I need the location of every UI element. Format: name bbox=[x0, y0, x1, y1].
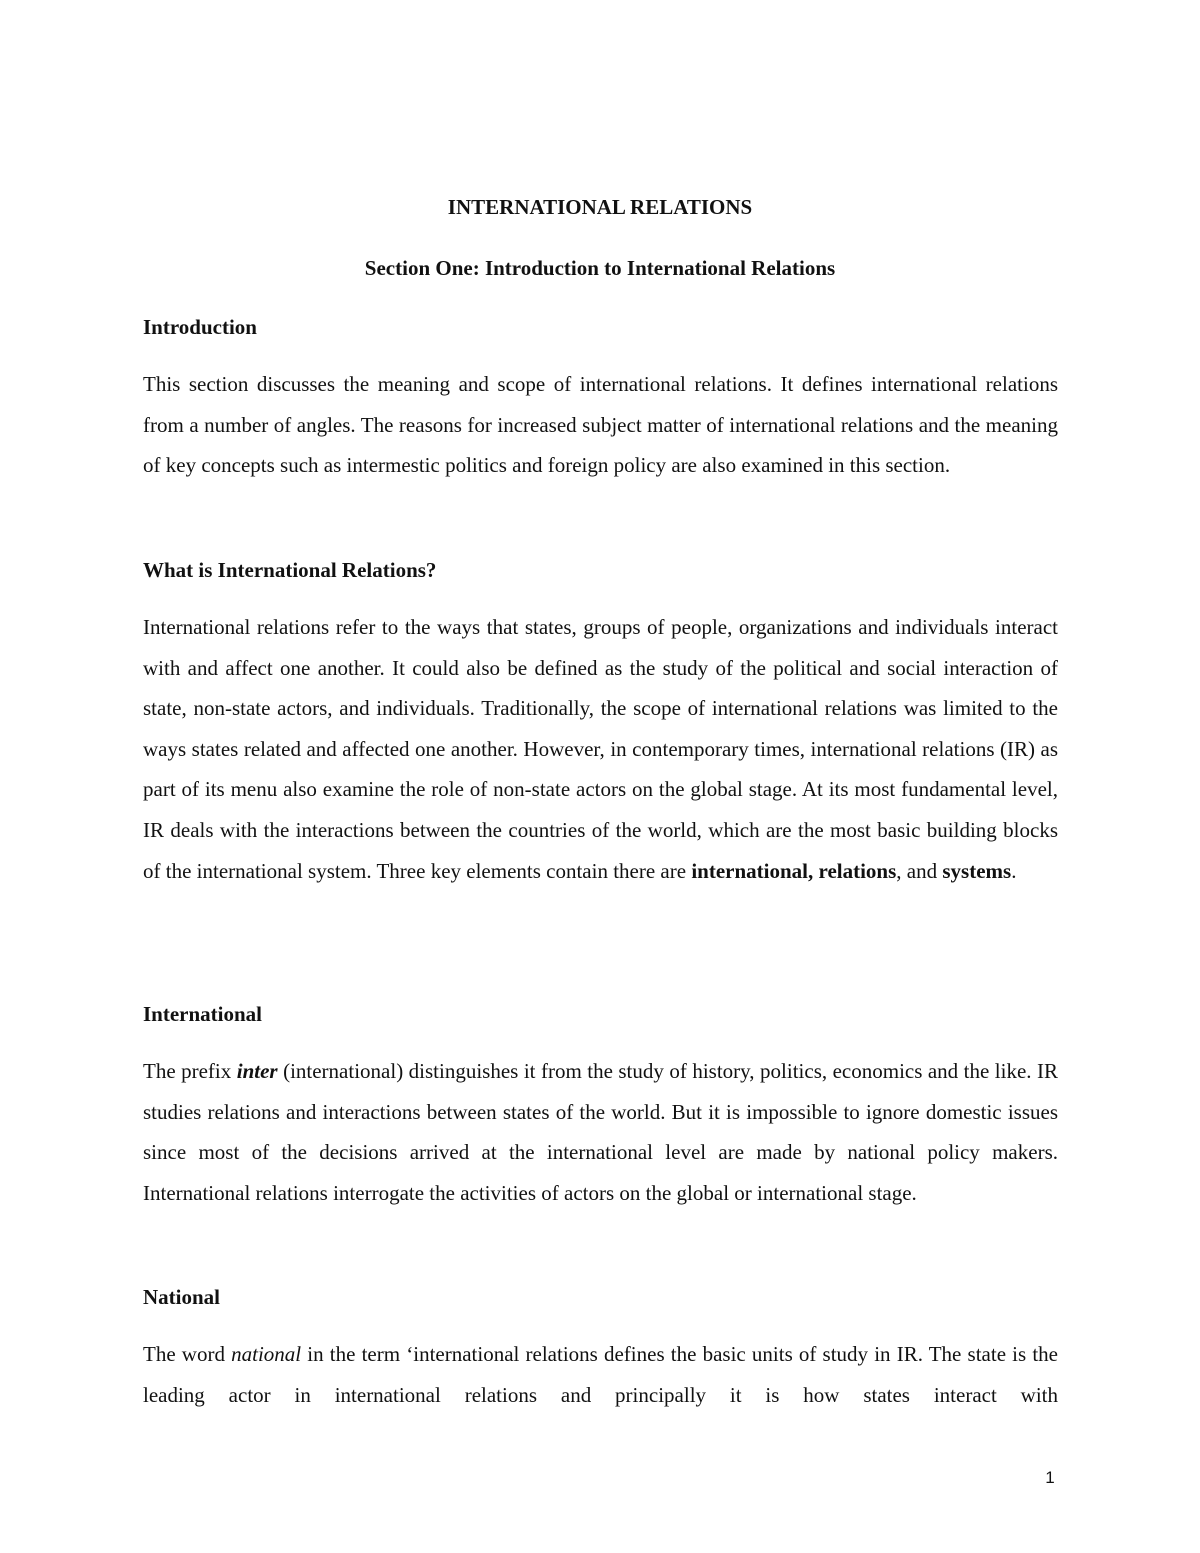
what-is-ir-paragraph bbox=[143, 607, 1058, 891]
national-text-post: in the term ‘international relations defines the basic units of study in IR. The state is the leading actor in international relations and principally it is how states interact with bbox=[143, 1342, 1058, 1407]
what-is-ir-end: . bbox=[1011, 858, 1017, 883]
national-heading: National bbox=[143, 1285, 221, 1309]
national-paragraph bbox=[143, 1334, 1058, 1415]
page-number: 1 bbox=[1045, 1468, 1055, 1487]
international-heading: International bbox=[143, 1002, 263, 1026]
what-is-ir-bold-systems: systems bbox=[942, 858, 1012, 883]
introduction-heading: Introduction bbox=[143, 315, 257, 339]
introduction-paragraph bbox=[143, 364, 1058, 486]
national-text-pre: The word bbox=[143, 1342, 225, 1366]
document-title: INTERNATIONAL RELATIONS bbox=[447, 195, 753, 219]
national-term: national bbox=[231, 1342, 302, 1366]
international-text-post: (international) distinguishes it from the study of history, politics, economics and the like. IR studies relations and interactions between states of the world. But it is impossible to ignore domestic issues since most of the decisions arrived at the international level are made by national policy makers. International relations interrogate the activities of actors on the global or international stage. bbox=[143, 1059, 1059, 1205]
what-is-ir-heading: What is International Relations? bbox=[143, 558, 437, 582]
what-is-ir-bold-terms: international, relations bbox=[691, 858, 897, 883]
section-title: Section One: Introduction to International Relations bbox=[364, 256, 836, 280]
what-is-ir-separator: , and bbox=[896, 858, 938, 883]
inter-term: inter bbox=[236, 1059, 278, 1083]
what-is-ir-text: International relations refer to the ways that states, groups of people, organizations and individuals interact with and affect one another. It could also be defined as the study of the political and social interaction of state, non-state actors, and individuals. Traditionally, the scope of international relations was limited to the ways states related and affected one another. However, in contemporary times, international relations (IR) as part of its menu also examine the role of non-state actors on the global stage. At its most fundamental level, IR deals with the interactions between the countries of the world, which are the most basic building blocks of the international system. Three key elements contain there are bbox=[143, 615, 1058, 883]
international-text-pre: The prefix bbox=[143, 1059, 232, 1083]
international-paragraph bbox=[143, 1051, 1058, 1213]
introduction-text: This section discusses the meaning and scope of international relations. It defines international relations from a number of angles. The reasons for increased subject matter of international relations and the meaning of key concepts such as intermestic politics and foreign policy are also examined in this section. bbox=[143, 372, 1058, 478]
